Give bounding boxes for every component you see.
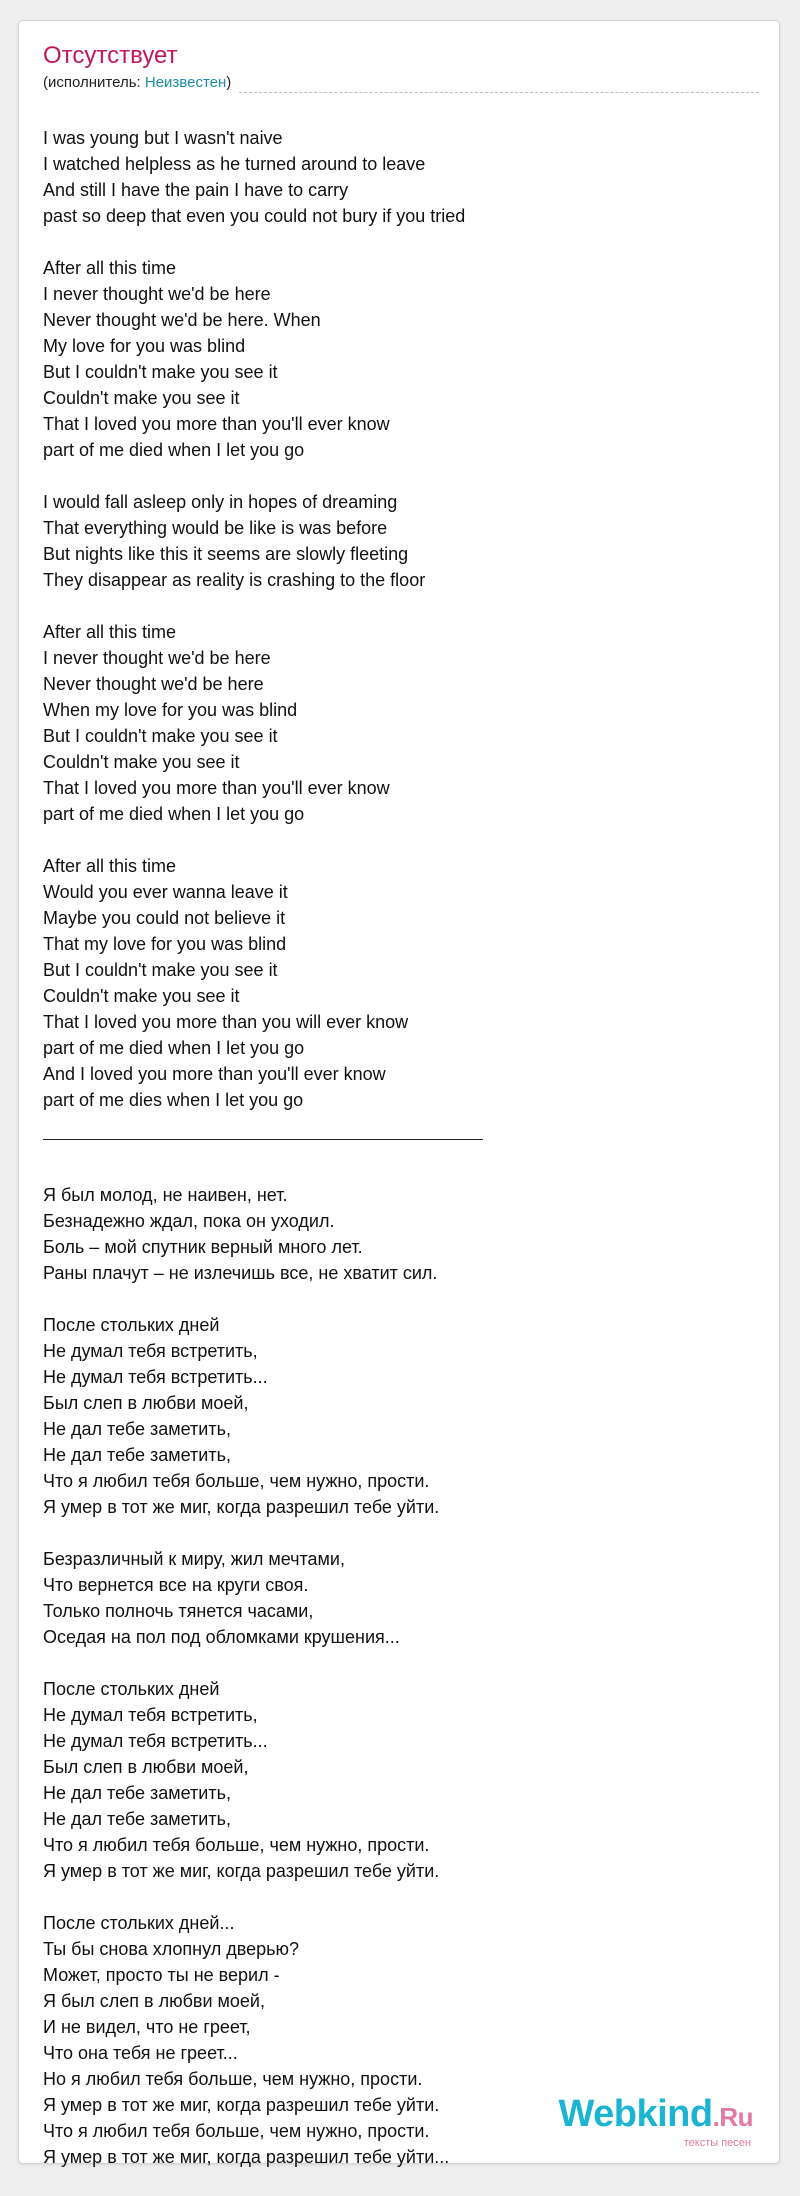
lyric-line: Безнадежно ждал, пока он уходил. xyxy=(43,1211,335,1231)
lyric-line: Я умер в тот же миг, когда разрешил тебе уйти. xyxy=(43,1861,440,1881)
lyric-line: Я был слеп в любви моей, xyxy=(43,1991,265,2011)
lyric-line: Только полночь тянется часами, xyxy=(43,1601,314,1621)
lyric-line: Может, просто ты не верил - xyxy=(43,1965,280,1985)
header-divider xyxy=(239,92,759,93)
lyrics-body xyxy=(43,125,743,2196)
lyric-line: Не дал тебе заметить, xyxy=(43,1809,231,1829)
lyric-line: Не думал тебя встретить, xyxy=(43,1705,258,1725)
english-stanza xyxy=(43,619,743,827)
russian-stanza xyxy=(43,1312,743,1520)
english-stanza xyxy=(43,853,743,1113)
lyric-line: They disappear as reality is crashing to the floor xyxy=(43,570,426,590)
lyric-line: I was young but I wasn't naive xyxy=(43,128,283,148)
lyric-line: I would fall asleep only in hopes of dreaming xyxy=(43,492,398,512)
russian-stanza xyxy=(43,1182,743,1286)
lyric-line: Что я любил тебя больше, чем нужно, прости. xyxy=(43,1835,430,1855)
lyric-line: Не думал тебя встретить... xyxy=(43,1367,268,1387)
lyric-line: After all this time xyxy=(43,258,177,278)
lyric-line: Что вернется все на круги своя. xyxy=(43,1575,309,1595)
lyric-line: After all this time xyxy=(43,856,177,876)
lyric-line: Что я любил тебя больше, чем нужно, прости. xyxy=(43,2121,430,2141)
lyric-line: After all this time xyxy=(43,622,177,642)
lyric-line: После стольких дней xyxy=(43,1679,220,1699)
lyric-line: And I loved you more than you'll ever know xyxy=(43,1064,386,1084)
lyric-line: Раны плачут – не излечишь все, не хватит сил. xyxy=(43,1263,438,1283)
lyric-line: past so deep that even you could not bury if you tried xyxy=(43,206,466,226)
lyric-line: Не думал тебя встретить, xyxy=(43,1341,258,1361)
lyric-line: Couldn't make you see it xyxy=(43,388,240,408)
lyric-line: And still I have the pain I have to carry xyxy=(43,180,349,200)
lyric-line: I never thought we'd be here xyxy=(43,284,271,304)
lyric-line: Я был молод, не наивен, нет. xyxy=(43,1185,288,1205)
lyric-line: Оседая на пол под обломками крушения... xyxy=(43,1627,400,1647)
lyric-line: Но я любил тебя больше, чем нужно, прости. xyxy=(43,2069,423,2089)
lyric-line: My love for you was blind xyxy=(43,336,246,356)
lyrics-english xyxy=(43,125,743,1113)
lyric-line: part of me died when I let you go xyxy=(43,440,305,460)
lyric-line: That I loved you more than you'll ever know xyxy=(43,778,390,798)
english-stanza xyxy=(43,125,743,229)
logo-name: Webkind xyxy=(558,2093,713,2135)
lyric-line: Не дал тебе заметить, xyxy=(43,1419,231,1439)
lyric-line: I never thought we'd be here xyxy=(43,648,271,668)
russian-stanza xyxy=(43,1546,743,1650)
lyric-line: Не думал тебя встретить... xyxy=(43,1731,268,1751)
lyric-line: Я умер в тот же миг, когда разрешил тебе уйти. xyxy=(43,2095,440,2115)
lyric-line: That I loved you more than you'll ever know xyxy=(43,414,390,434)
lyric-line: Безразличный к миру, жил мечтами, xyxy=(43,1549,345,1569)
lyric-line: But I couldn't make you see it xyxy=(43,726,278,746)
lyric-line: Couldn't make you see it xyxy=(43,986,240,1006)
lyric-line: Я умер в тот же миг, когда разрешил тебе уйти... xyxy=(43,2147,450,2167)
artist-link[interactable]: Неизвестен xyxy=(144,74,227,91)
lyrics-card xyxy=(18,20,780,2167)
lyric-line: Я умер в тот же миг, когда разрешил тебе уйти. xyxy=(43,1497,440,1517)
lyric-line: But I couldn't make you see it xyxy=(43,362,278,382)
site-logo[interactable] xyxy=(558,2094,753,2149)
lyric-line: И не видел, что не греет, xyxy=(43,2017,251,2037)
artist-suffix: ) xyxy=(226,74,232,91)
lyric-line: Never thought we'd be here xyxy=(43,674,264,694)
song-title: Отсутствует xyxy=(43,42,178,69)
lyric-line: Would you ever wanna leave it xyxy=(43,882,288,902)
lyric-line: Что она тебя не греет... xyxy=(43,2043,238,2063)
lyric-line: part of me dies when I let you go xyxy=(43,1090,304,1110)
lyric-line: После стольких дней... xyxy=(43,1913,235,1933)
lyric-line: That my love for you was blind xyxy=(43,934,287,954)
lyric-line: That I loved you more than you will ever know xyxy=(43,1012,409,1032)
lyric-line: Не дал тебе заметить, xyxy=(43,1783,231,1803)
lyric-line: I watched helpless as he turned around to leave xyxy=(43,154,426,174)
lyric-line: part of me died when I let you go xyxy=(43,804,305,824)
lyric-line: But nights like this it seems are slowly fleeting xyxy=(43,544,409,564)
lyric-line: part of me died when I let you go xyxy=(43,1038,305,1058)
translation-divider xyxy=(43,1139,483,1140)
artist-line xyxy=(43,73,231,93)
english-stanza xyxy=(43,489,743,593)
lyric-line: Couldn't make you see it xyxy=(43,752,240,772)
logo-tagline: тексты песен xyxy=(683,2137,751,2149)
lyric-line: Был слеп в любви моей, xyxy=(43,1757,249,1777)
lyric-line: Был слеп в любви моей, xyxy=(43,1393,249,1413)
lyric-line: После стольких дней xyxy=(43,1315,220,1335)
lyric-line: That everything would be like is was before xyxy=(43,518,388,538)
lyric-line: Maybe you could not believe it xyxy=(43,908,286,928)
artist-prefix: (исполнитель: xyxy=(43,74,145,91)
lyric-line: When my love for you was blind xyxy=(43,700,298,720)
lyric-line: Что я любил тебя больше, чем нужно, прости. xyxy=(43,1471,430,1491)
russian-stanza xyxy=(43,1676,743,1884)
logo-suffix: .Ru xyxy=(712,2102,753,2132)
lyric-line: Боль – мой спутник верный много лет. xyxy=(43,1237,363,1257)
lyrics-russian xyxy=(43,1182,743,2170)
lyric-line: But I couldn't make you see it xyxy=(43,960,278,980)
english-stanza xyxy=(43,255,743,463)
lyric-line: Never thought we'd be here. When xyxy=(43,310,321,330)
lyric-line: Не дал тебе заметить, xyxy=(43,1445,231,1465)
lyric-line: Ты бы снова хлопнул дверью? xyxy=(43,1939,299,1959)
logo-wordmark xyxy=(558,2094,753,2137)
